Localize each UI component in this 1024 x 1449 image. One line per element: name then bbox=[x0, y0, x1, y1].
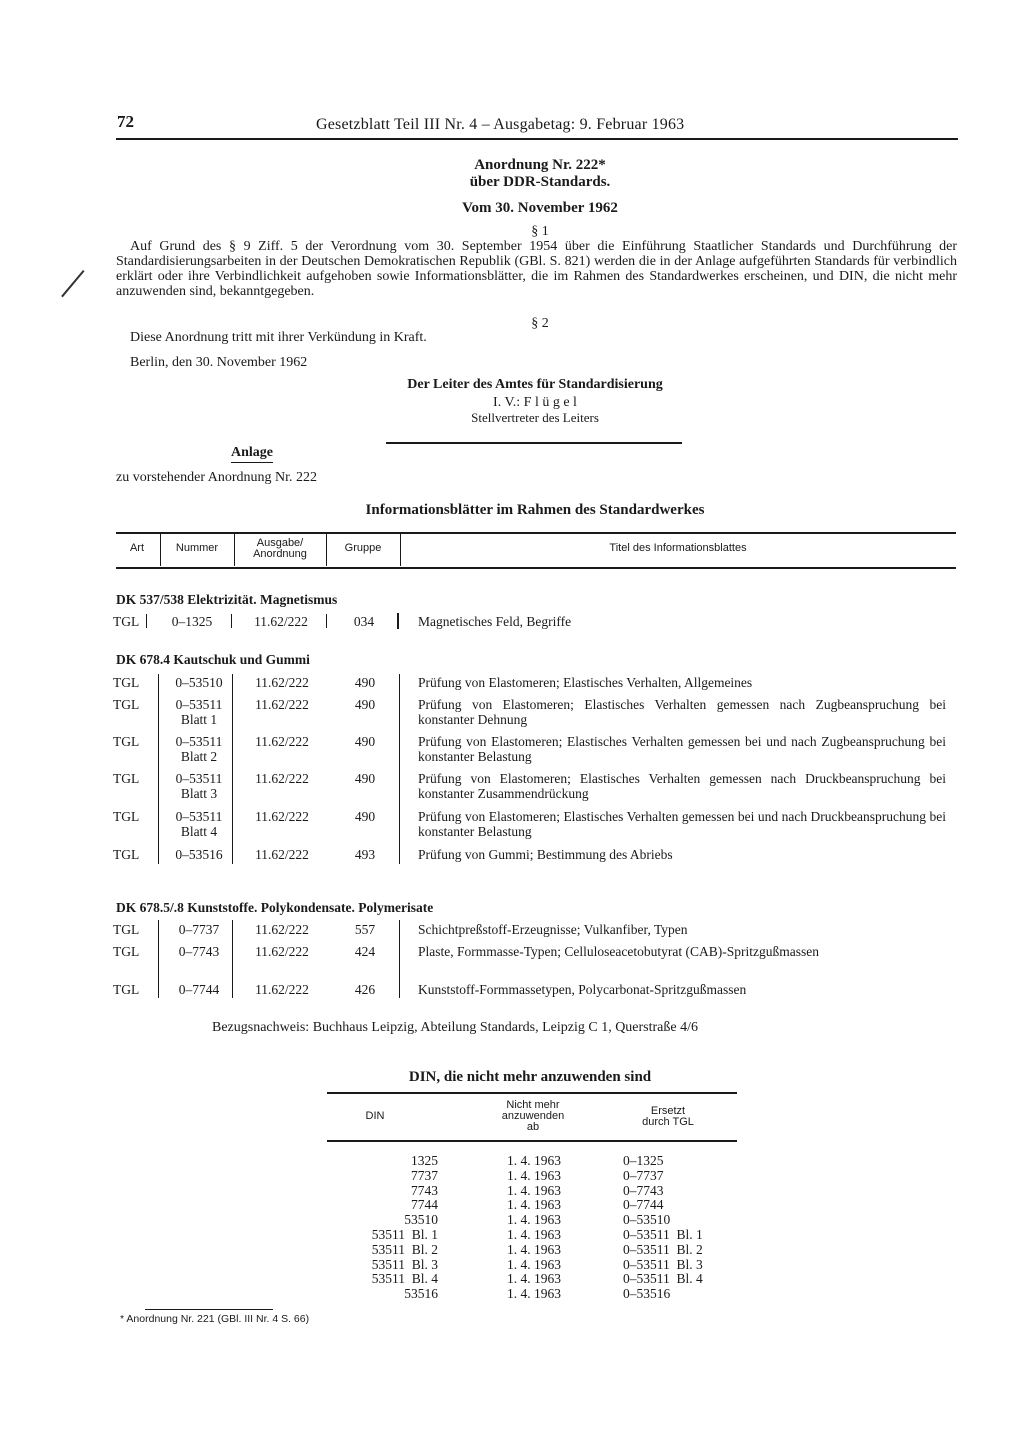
paragraph-2-number: § 2 bbox=[531, 316, 549, 331]
cell-titel: Prüfung von Elastomeren; Elastisches Verhalten gemessen bei und nach Zugbeanspruchung bei konstanter Belastung bbox=[418, 734, 946, 764]
din-cell-ab: 1. 4. 1963 bbox=[507, 1197, 561, 1213]
row-separator bbox=[231, 614, 232, 628]
cell-ausgabe: 11.62/222 bbox=[255, 771, 309, 786]
cell-gruppe: 493 bbox=[354, 847, 376, 862]
din-cell-din: 53516 bbox=[404, 1286, 438, 1302]
cell-ausgabe: 11.62/222 bbox=[255, 944, 309, 959]
footnote: * Anordnung Nr. 221 (GBl. III Nr. 4 S. 66) bbox=[120, 1313, 310, 1325]
din-table-title: DIN, die nicht mehr anzuwenden sind bbox=[408, 1069, 652, 1085]
column-header-titel: Titel des Informationsblattes bbox=[609, 542, 747, 554]
source-reference: Bezugsnachweis: Buchhaus Leipzig, Abteilung Standards, Leipzig C 1, Querstraße 4/6 bbox=[212, 1020, 699, 1035]
place-date: Berlin, den 30. November 1962 bbox=[130, 355, 308, 370]
din-column-header-ab-line3: ab bbox=[526, 1121, 540, 1133]
column-rule bbox=[399, 920, 400, 998]
din-cell-tgl: 0–53510 bbox=[623, 1212, 671, 1228]
cell-ausgabe: 11.62/222 bbox=[255, 809, 309, 824]
header-rule bbox=[116, 138, 958, 140]
din-cell-ab: 1. 4. 1963 bbox=[507, 1241, 561, 1257]
cell-titel: Prüfung von Elastomeren; Elastisches Verhalten gemessen nach Druckbeanspruchung bei konstanter Zusammendrückung bbox=[418, 771, 946, 801]
cell-nummer: 0–1325 bbox=[171, 614, 213, 629]
column-header-ausgabe-line2: Anordnung bbox=[253, 548, 307, 560]
din-cell-tgl: 0–7737 bbox=[623, 1167, 664, 1183]
cell-art: TGL bbox=[113, 614, 140, 629]
din-cell-ab: 1. 4. 1963 bbox=[507, 1256, 561, 1272]
cell-ausgabe: 11.62/222 bbox=[255, 922, 309, 937]
din-cell-din: 7737 bbox=[411, 1167, 438, 1183]
column-header-art: Art bbox=[129, 542, 145, 554]
cell-titel: Kunststoff-Formmassetypen, Polycarbonat-Spritzgußmassen bbox=[418, 982, 747, 997]
din-cell-din: 53511 Bl. 3 bbox=[371, 1256, 438, 1272]
column-header-nummer: Nummer bbox=[175, 542, 219, 554]
order-subtitle: über DDR-Standards. bbox=[469, 174, 611, 190]
din-cell-ab: 1. 4. 1963 bbox=[507, 1212, 561, 1228]
info-table-title: Informationsblätter im Rahmen des Standardwerkes bbox=[365, 502, 705, 518]
cell-nummer: 0–53511 bbox=[175, 771, 223, 786]
din-cell-tgl: 0–53511 Bl. 1 bbox=[623, 1227, 703, 1242]
din-cell-tgl: 0–7744 bbox=[623, 1197, 664, 1213]
row-separator bbox=[326, 614, 327, 628]
column-rule bbox=[158, 920, 159, 998]
din-column-header-ersetzt-line1: Ersetzt bbox=[650, 1105, 686, 1117]
din-column-header-ab bbox=[478, 1100, 588, 1133]
signer-office: Der Leiter des Amtes für Standardisierung bbox=[407, 377, 663, 392]
column-rule bbox=[158, 674, 159, 864]
din-cell-tgl: 0–53516 bbox=[623, 1286, 671, 1302]
din-column-header-ab-line2: anzuwenden bbox=[501, 1110, 565, 1122]
din-column-header-ab-line1: Nicht mehr bbox=[506, 1099, 560, 1111]
column-header-ausgabe bbox=[236, 538, 324, 560]
cell-nummer: 0–7744 bbox=[178, 982, 220, 997]
din-cell-din: 7744 bbox=[411, 1197, 438, 1213]
cell-titel: Prüfung von Elastomeren; Elastisches Verhalten gemessen nach Zugbeanspruchung bei konstanter Dehnung bbox=[418, 697, 946, 727]
din-cell-tgl: 0–1325 bbox=[623, 1153, 664, 1168]
gazette-header: Gesetzblatt Teil III Nr. 4 – Ausgabetag: 9. Februar 1963 bbox=[316, 116, 685, 133]
din-cell-ab: 1. 4. 1963 bbox=[507, 1227, 561, 1242]
cell-ausgabe: 11.62/222 bbox=[255, 734, 309, 749]
cell-nummer-sheet: Blatt 3 bbox=[180, 786, 218, 801]
cell-gruppe: 424 bbox=[354, 944, 376, 959]
cell-nummer: 0–7743 bbox=[178, 944, 220, 959]
cell-art: TGL bbox=[113, 944, 140, 959]
paragraph-2-text: Diese Anordnung tritt mit ihrer Verkündung in Kraft. bbox=[130, 330, 427, 345]
cell-gruppe: 490 bbox=[354, 697, 376, 712]
cell-art: TGL bbox=[113, 675, 140, 690]
cell-gruppe: 490 bbox=[354, 771, 376, 786]
cell-art: TGL bbox=[113, 697, 140, 712]
din-cell-tgl: 0–53511 Bl. 3 bbox=[623, 1256, 703, 1272]
din-column-header: DIN bbox=[365, 1110, 385, 1122]
annex-subtitle: zu vorstehender Anordnung Nr. 222 bbox=[116, 470, 318, 485]
cell-art: TGL bbox=[113, 734, 140, 749]
signer-role: Stellvertreter des Leiters bbox=[471, 410, 599, 425]
din-cell-din: 1325 bbox=[411, 1153, 438, 1168]
column-separator bbox=[400, 534, 401, 566]
cell-nummer: 0–53511 bbox=[175, 809, 223, 824]
column-separator bbox=[234, 534, 235, 566]
page-number: 72 bbox=[117, 112, 134, 131]
annex-label: Anlage bbox=[231, 445, 273, 463]
table-header-top-rule bbox=[116, 532, 956, 534]
cell-gruppe: 490 bbox=[354, 675, 376, 690]
din-header-top-rule bbox=[327, 1092, 737, 1094]
cell-nummer-sheet: Blatt 1 bbox=[180, 712, 218, 727]
cell-art: TGL bbox=[113, 771, 140, 786]
cell-ausgabe: 11.62/222 bbox=[254, 614, 308, 629]
din-cell-din: 53511 Bl. 1 bbox=[371, 1227, 438, 1242]
din-cell-ab: 1. 4. 1963 bbox=[507, 1167, 561, 1183]
din-cell-ab: 1. 4. 1963 bbox=[507, 1182, 561, 1198]
column-header-gruppe: Gruppe bbox=[344, 542, 382, 554]
cell-gruppe: 490 bbox=[354, 734, 376, 749]
din-cell-din: 53511 Bl. 2 bbox=[371, 1241, 438, 1257]
din-cell-tgl: 0–7743 bbox=[623, 1182, 664, 1198]
cell-titel: Prüfung von Elastomeren; Elastisches Verhalten, Allgemeines bbox=[418, 675, 753, 690]
din-cell-din: 7743 bbox=[411, 1182, 438, 1198]
cell-nummer: 0–53516 bbox=[175, 847, 223, 862]
order-title: Anordnung Nr. 222* bbox=[474, 157, 606, 173]
cell-ausgabe: 11.62/222 bbox=[255, 697, 309, 712]
column-separator bbox=[160, 534, 161, 566]
cell-ausgabe: 11.62/222 bbox=[255, 675, 309, 690]
cell-art: TGL bbox=[113, 982, 140, 997]
column-header-ausgabe-line1: Ausgabe/ bbox=[256, 537, 304, 549]
table-header-bottom-rule bbox=[116, 567, 956, 569]
footnote-rule bbox=[145, 1309, 273, 1310]
column-rule bbox=[232, 920, 233, 998]
din-cell-tgl: 0–53511 Bl. 4 bbox=[623, 1271, 703, 1287]
row-separator bbox=[397, 613, 399, 629]
cell-gruppe: 490 bbox=[354, 809, 376, 824]
cell-gruppe: 034 bbox=[353, 614, 375, 629]
cell-nummer-sheet: Blatt 2 bbox=[180, 749, 218, 764]
signer-name: I. V.: F l ü g e l bbox=[493, 395, 577, 410]
din-cell-ab: 1. 4. 1963 bbox=[507, 1271, 561, 1287]
cell-ausgabe: 11.62/222 bbox=[255, 982, 309, 997]
cell-art: TGL bbox=[113, 922, 140, 937]
section-heading: DK 678.5/.8 Kunststoffe. Polykondensate. Polymerisate bbox=[116, 900, 434, 915]
column-rule bbox=[232, 674, 233, 864]
din-column-header-ersetzt-line2: durch TGL bbox=[642, 1116, 694, 1128]
cell-titel: Plaste, Formmasse-Typen; Celluloseacetobutyrat (CAB)-Spritzgußmassen bbox=[418, 944, 819, 959]
cell-titel: Schichtpreßstoff-Erzeugnisse; Vulkanfiber, Typen bbox=[418, 922, 688, 937]
section-heading: DK 537/538 Elektrizität. Magnetismus bbox=[116, 592, 338, 607]
margin-mark bbox=[61, 270, 84, 297]
cell-art: TGL bbox=[113, 809, 140, 824]
column-rule bbox=[399, 674, 400, 864]
paragraph-1-text: Auf Grund des § 9 Ziff. 5 der Verordnung vom 30. September 1954 über die Einführung Staatlicher Standards und Durchführung der Standardisierungsarbeiten in der Deutschen Demokratischen Republik (GBl. S. 821) werden die in der Anlage aufgeführten Standards für verbindlich erklärt oder ihre Verbindlichkeit aufgehoben sowie Informationsblätter, die im Rahmen des Standardwerkes erscheinen, und DIN, die nicht mehr anzuwenden sind, bekanntgegeben. bbox=[116, 239, 957, 299]
order-date: Vom 30. November 1962 bbox=[462, 200, 618, 216]
cell-gruppe: 557 bbox=[354, 922, 376, 937]
cell-titel: Magnetisches Feld, Begriffe bbox=[418, 614, 572, 629]
din-cell-ab: 1. 4. 1963 bbox=[507, 1286, 561, 1302]
cell-nummer: 0–53511 bbox=[175, 697, 223, 712]
cell-art: TGL bbox=[113, 847, 140, 862]
din-cell-ab: 1. 4. 1963 bbox=[507, 1153, 561, 1168]
cell-nummer-sheet: Blatt 4 bbox=[180, 824, 218, 839]
cell-gruppe: 426 bbox=[354, 982, 376, 997]
cell-nummer: 0–53511 bbox=[175, 734, 223, 749]
cell-titel: Prüfung von Elastomeren; Elastisches Verhalten gemessen bei und nach Druckbeanspruchung bei konstanter Belastung bbox=[418, 809, 946, 839]
section-heading: DK 678.4 Kautschuk und Gummi bbox=[116, 652, 310, 667]
row-separator bbox=[146, 614, 147, 628]
cell-nummer: 0–53510 bbox=[175, 675, 223, 690]
signature-rule bbox=[386, 442, 682, 444]
column-separator bbox=[326, 534, 327, 566]
cell-ausgabe: 11.62/222 bbox=[255, 847, 309, 862]
din-cell-din: 53511 Bl. 4 bbox=[371, 1271, 438, 1287]
cell-titel: Prüfung von Gummi; Bestimmung des Abriebs bbox=[418, 847, 673, 862]
din-cell-tgl: 0–53511 Bl. 2 bbox=[623, 1241, 703, 1257]
din-header-bottom-rule bbox=[327, 1140, 737, 1142]
paragraph-1-number: § 1 bbox=[531, 224, 549, 239]
din-cell-din: 53510 bbox=[404, 1212, 438, 1228]
din-column-header-ersetzt bbox=[618, 1106, 718, 1128]
cell-nummer: 0–7737 bbox=[178, 922, 220, 937]
